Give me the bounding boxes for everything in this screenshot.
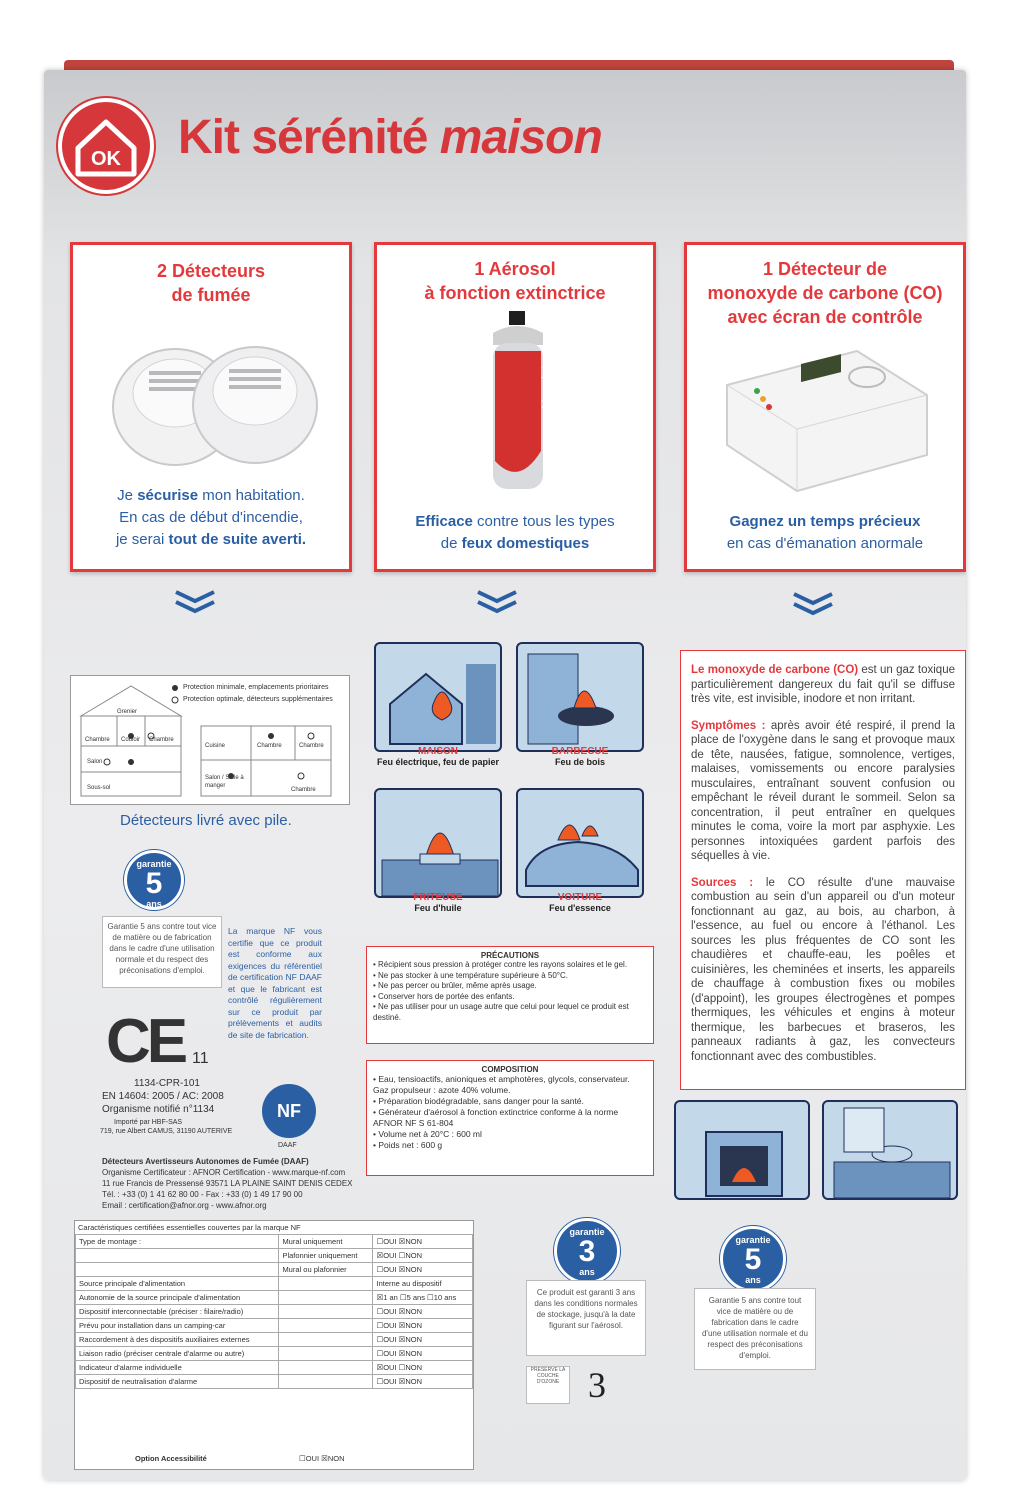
card-title: [377, 257, 653, 305]
card-title: [687, 257, 963, 329]
badge-number: 5: [145, 867, 163, 900]
table-cell: Mural ou plafonnier: [279, 1263, 373, 1277]
detector-caption: Détecteurs livré avec pile.: [120, 812, 292, 829]
table-cell: ☒1 an ☐5 ans ☐10 ans: [373, 1291, 473, 1305]
desc-bold: sécurise: [137, 487, 199, 504]
desc-text: contre tous les types: [472, 513, 615, 530]
table-cell: Liaison radio (préciser centrale d'alarme ou autre): [76, 1347, 279, 1361]
scene-title: VOITURE: [557, 892, 603, 903]
room-label: Salon / Salle à manger: [205, 775, 244, 789]
scene-maison-label: [374, 746, 502, 767]
table-cell: Source principale d'alimentation: [76, 1277, 279, 1291]
table-row: [76, 1361, 473, 1375]
precautions-panel: [366, 946, 654, 1044]
badge-label: garantie: [569, 1227, 605, 1237]
ok-house-logo: [58, 98, 154, 194]
desc-bold: Gagnez un temps précieux: [729, 513, 921, 530]
nf-certification-text: La marque NF vous certifie que ce produit est conforme aux exigences du référentiel de certification NF DAAF et que le fabricant est contrôlé régulièrement sur ce produit par prélèvements et audits de site de fabrication.: [228, 926, 322, 1040]
list-item: • Ne pas utiliser pour un usage autre que celui pour lequel ce produit est destiné.: [373, 1002, 629, 1022]
table-row: [76, 1375, 473, 1389]
table-cell: [279, 1333, 373, 1347]
table-row: [76, 1249, 473, 1263]
garantie-text: Ce produit est garanti 3 ans dans les conditions normales de stockage, jusqu'à la date figurant sur l'aérosol.: [526, 1280, 646, 1356]
table-cell: ☐OUI ☒NON: [373, 1347, 473, 1361]
table-footer-label: Option Accessibilité: [135, 1454, 207, 1463]
table-cell: [279, 1305, 373, 1319]
room-label: Chambre: [257, 743, 282, 749]
table-row: [76, 1291, 473, 1305]
co-detector-image: [717, 345, 937, 495]
scene-title: FRITEUSE: [413, 892, 463, 903]
room-label: Chambre: [299, 743, 324, 749]
table-cell: [279, 1361, 373, 1375]
co-info-panel: [680, 650, 966, 1090]
room-label: Cuisine: [205, 743, 226, 749]
list-item: • Générateur d'aérosol à fonction extinctrice conforme à la norme AFNOR NF S 61-804: [373, 1107, 619, 1128]
scene-fireplace-image: [674, 1100, 810, 1200]
nf-logo-text: NF: [277, 1101, 301, 1121]
card-description: [687, 511, 963, 555]
plan-legend-2: Protection optimale, détecteurs supplémentaires: [183, 696, 333, 703]
table-cell: [279, 1291, 373, 1305]
list-item: • Récipient sous pression à protéger contre les rayons solaires et le gel.: [373, 960, 628, 969]
daaf-title: Détecteurs Avertisseurs Autonomes de Fumée (DAAF): [102, 1157, 309, 1166]
co-heading: Sources :: [691, 876, 754, 889]
badge-unit: ans: [579, 1267, 595, 1277]
card-title-line1: 2 Détecteurs: [156, 261, 266, 281]
logo-text: OK: [91, 148, 121, 170]
page-title: [178, 110, 602, 165]
list-item: • Poids net : 600 g: [373, 1140, 443, 1150]
ozone-label: PRESERVE LA COUCHE D'OZONE: [530, 1367, 566, 1385]
room-label: Chambre: [291, 787, 316, 793]
table-cell: ☒OUI ☐NON: [373, 1249, 473, 1263]
co-paragraph: [691, 719, 955, 864]
table-cell: [279, 1319, 373, 1333]
table-cell: [76, 1249, 279, 1263]
table-cell: ☐OUI ☒NON: [373, 1333, 473, 1347]
room-label: Sous-sol: [87, 785, 111, 791]
chevron-down-icon: [172, 588, 218, 614]
precautions-list: [373, 960, 647, 1023]
ce-line: Organisme notifié n°1134: [102, 1104, 215, 1115]
smoke-detector-image: [105, 327, 325, 477]
garantie-text: Garantie 5 ans contre tout vice de matière ou de fabrication dans le cadre d'une utilisation normale et du respect des préconisations d'emploi.: [102, 916, 222, 988]
nf-logo: [262, 1084, 316, 1138]
co-heading: Symptômes :: [691, 719, 766, 732]
house-floor-plan: [70, 675, 350, 805]
table-cell: Dispositif de neutralisation d'alarme: [76, 1375, 279, 1389]
room-label: Chambre: [149, 737, 174, 743]
table-row: [76, 1347, 473, 1361]
daaf-line: 11 rue Francis de Pressensé 93571 LA PLAINE SAINT DENIS CEDEX: [102, 1179, 353, 1188]
scene-kitchen-image: [822, 1100, 958, 1200]
table-row: [76, 1305, 473, 1319]
garantie-badge: [124, 850, 184, 910]
card-title-line3: avec écran de contrôle: [727, 307, 923, 327]
card-title-line2: de fumée: [171, 285, 251, 305]
ce-line: 1134-CPR-101: [134, 1078, 200, 1089]
list-item: • Préparation biodégradable, sans danger pour la santé.: [373, 1096, 584, 1106]
composition-title: COMPOSITION: [481, 1065, 539, 1074]
card-title-line2: à fonction extinctrice: [424, 283, 606, 303]
scene-barbecue-label: [516, 746, 644, 767]
scene-barbecue-image: [516, 642, 644, 752]
badge-number: 5: [744, 1243, 762, 1276]
table-cell: Dispositif interconnectable (préciser : filaire/radio): [76, 1305, 279, 1319]
scene-title: BARBECUE: [551, 746, 609, 757]
table-footer-value: ☐OUI ☒NON: [299, 1454, 345, 1463]
composition-panel: [366, 1060, 654, 1176]
card-co-detector: [684, 242, 966, 572]
co-heading: Le monoxyde de carbone (CO): [691, 664, 859, 676]
desc-text: En cas de début d'incendie,: [119, 509, 303, 526]
plan-legend-1: Protection minimale, emplacements prioritaires: [183, 684, 329, 691]
card-title-line1: 1 Aérosol: [474, 259, 556, 279]
desc-bold: tout de suite averti.: [168, 531, 307, 548]
table-body: [75, 1234, 473, 1389]
table-cell: [279, 1347, 373, 1361]
co-paragraph: [691, 876, 955, 1065]
chevron-down-icon: [790, 590, 836, 616]
list-item: • Eau, tensioactifs, anioniques et amphotères, glycols, conservateur. Gaz propulseur : azote 40% volume.: [373, 1074, 630, 1095]
table-cell: Indicateur d'alarme individuelle: [76, 1361, 279, 1375]
chevron-down-icon: [474, 588, 520, 614]
scene-voiture-label: [516, 892, 644, 913]
table-row: [76, 1319, 473, 1333]
co-paragraph: [691, 663, 955, 707]
badge-unit: ans: [146, 899, 162, 909]
desc-text: Je: [117, 487, 138, 504]
table-row: [76, 1235, 473, 1249]
table-cell: Autonomie de la source principale d'alimentation: [76, 1291, 279, 1305]
scene-maison-image: [374, 642, 502, 752]
table-cell: ☐OUI ☒NON: [373, 1319, 473, 1333]
ce-line: Importé par HBF-SAS: [114, 1119, 183, 1126]
garantie-badge: [554, 1218, 620, 1284]
room-label: Grenier: [117, 709, 138, 715]
garantie-badge: [720, 1226, 786, 1292]
table-cell: ☒OUI ☐NON: [373, 1361, 473, 1375]
card-description: [377, 511, 653, 555]
table-cell: [76, 1263, 279, 1277]
aerosol-image: [473, 311, 563, 491]
daaf-line: Email : certification@afnor.org - www.afnor.org: [102, 1201, 267, 1210]
daaf-line: Tél. : +33 (0) 1 41 62 80 00 - Fax : +33 (0) 1 49 17 90 00: [102, 1190, 303, 1199]
garantie-text: Garantie 5 ans contre tout vice de matière ou de fabrication dans le cadre d'une utilisation normale et du respect des préconisations d'emploi.: [694, 1288, 816, 1370]
ozone-number: 3: [588, 1365, 606, 1405]
desc-bold: Efficace: [415, 513, 473, 530]
desc-text: je serai: [115, 531, 169, 548]
card-title-line2: monoxyde de carbone (CO): [707, 283, 943, 303]
ce-mark: CE: [106, 1007, 185, 1076]
card-title: [73, 259, 349, 307]
daaf-line: Organisme Certificateur : AFNOR Certification - www.marque-nf.com: [102, 1168, 346, 1177]
precautions-title: PRÉCAUTIONS: [480, 951, 540, 960]
nf-logo-sub: DAAF: [278, 1142, 297, 1149]
product-box-back: [44, 70, 966, 1480]
table-row: [76, 1263, 473, 1277]
table-cell: ☐OUI ☒NON: [373, 1305, 473, 1319]
scene-subtitle: Feu électrique, feu de papier: [376, 757, 500, 767]
table-cell: ☐OUI ☒NON: [373, 1235, 473, 1249]
desc-text: de: [440, 535, 462, 552]
table-row: [76, 1333, 473, 1347]
desc-text: mon habitation.: [198, 487, 305, 504]
badge-label: garantie: [136, 859, 172, 869]
scene-friteuse-label: [374, 892, 502, 913]
title-italic: maison: [439, 111, 602, 164]
table-cell: [279, 1277, 373, 1291]
card-description: [73, 485, 349, 551]
scene-title: MAISON: [418, 746, 458, 757]
scene-friteuse-image: [374, 788, 502, 898]
scene-subtitle: Feu de bois: [554, 757, 605, 767]
table-cell: Plafonnier uniquement: [279, 1249, 373, 1263]
co-text: le CO résulte d'une mauvaise combustion au sein d'un appareil ou d'un moteur fonctionnant au gaz, au bois, au charbon, à l'essence, au fuel ou encore à l'éthanol. Les sources les plus fréquentes de CO sont les chaudières et chauffe-eau, les poêles et cuisinières, les cheminées et inserts, les appareils de chauffage à combustion fixes ou mobiles (d'appoint), les groupes électrogènes et pompes thermiques, les véhicules et engins à moteur thermique, les barbecues et braseros, les panneaux radiants à gaz, les convecteurs fonctionnant avec des combustibles.: [691, 876, 955, 1063]
card-aerosol: [374, 242, 656, 572]
table-cell: Prévu pour installation dans un camping-car: [76, 1319, 279, 1333]
badge-number: 3: [578, 1235, 596, 1268]
list-item: • Conserver hors de portée des enfants.: [373, 991, 515, 1001]
ozone-icon: [526, 1366, 570, 1404]
ce-line: EN 14604: 2005 / AC: 2008: [102, 1091, 224, 1102]
list-item: • Volume net à 20°C : 600 ml: [373, 1129, 482, 1139]
scene-voiture-image: [516, 788, 644, 898]
table-cell: Type de montage :: [76, 1235, 279, 1249]
table-cell: [279, 1375, 373, 1389]
composition-list: [373, 1074, 647, 1151]
card-smoke-detectors: [70, 242, 352, 572]
table-cell: Raccordement à des dispositifs auxiliaires externes: [76, 1333, 279, 1347]
badge-label: garantie: [735, 1235, 771, 1245]
scene-subtitle: Feu d'essence: [549, 903, 611, 913]
aerosol-label: Aérosol stop-feu: [541, 338, 552, 411]
table-cell: ☐OUI ☒NON: [373, 1375, 473, 1389]
ce-line: 719, rue Albert CAMUS, 31190 AUTERIVE: [100, 1128, 233, 1135]
room-label: Couloir: [121, 737, 141, 743]
co-text: après avoir été respiré, il prend la place de l'oxygène dans le sang et provoque maux de tête, nausées, fatigue, somnolence, vertiges, malaises, vomissements ou encore paralysies musculaires, entraînant souvent confusion ou empêchant le réveil durant le sommeil. Selon sa concentration, il peut entraîner en quelques minutes le coma, voire la mort par asphyxie. Les personnes intoxiquées gardent parfois des séquelles à vie.: [691, 719, 955, 862]
badge-unit: ans: [745, 1275, 761, 1285]
table-cell: Interne au dispositif: [373, 1277, 473, 1291]
table-cell: Mural uniquement: [279, 1235, 373, 1249]
desc-text: en cas d'émanation anormale: [726, 535, 924, 552]
characteristics-table: [74, 1220, 474, 1470]
table-row: [76, 1277, 473, 1291]
co-text: est un gaz toxique particulièrement dangereux du fait qu'il se diffuse très vite, est invisible, inodore et non irritant.: [691, 664, 955, 705]
card-title-line1: 1 Détecteur de: [762, 259, 888, 279]
table-caption: Caractéristiques certifiées essentielles couvertes par la marque NF: [78, 1223, 301, 1232]
ce-year: 11: [192, 1050, 209, 1067]
list-item: • Ne pas stocker à une température supérieure à 50°C.: [373, 970, 568, 980]
table-cell: ☐OUI ☒NON: [373, 1263, 473, 1277]
desc-bold: feux domestiques: [461, 535, 590, 552]
list-item: • Ne pas percer ou brûler, même après usage.: [373, 981, 537, 990]
title-regular: Kit sérénité: [178, 111, 440, 164]
room-label: Salon: [87, 759, 103, 765]
room-label: Chambre: [85, 737, 110, 743]
scene-subtitle: Feu d'huile: [414, 903, 462, 913]
